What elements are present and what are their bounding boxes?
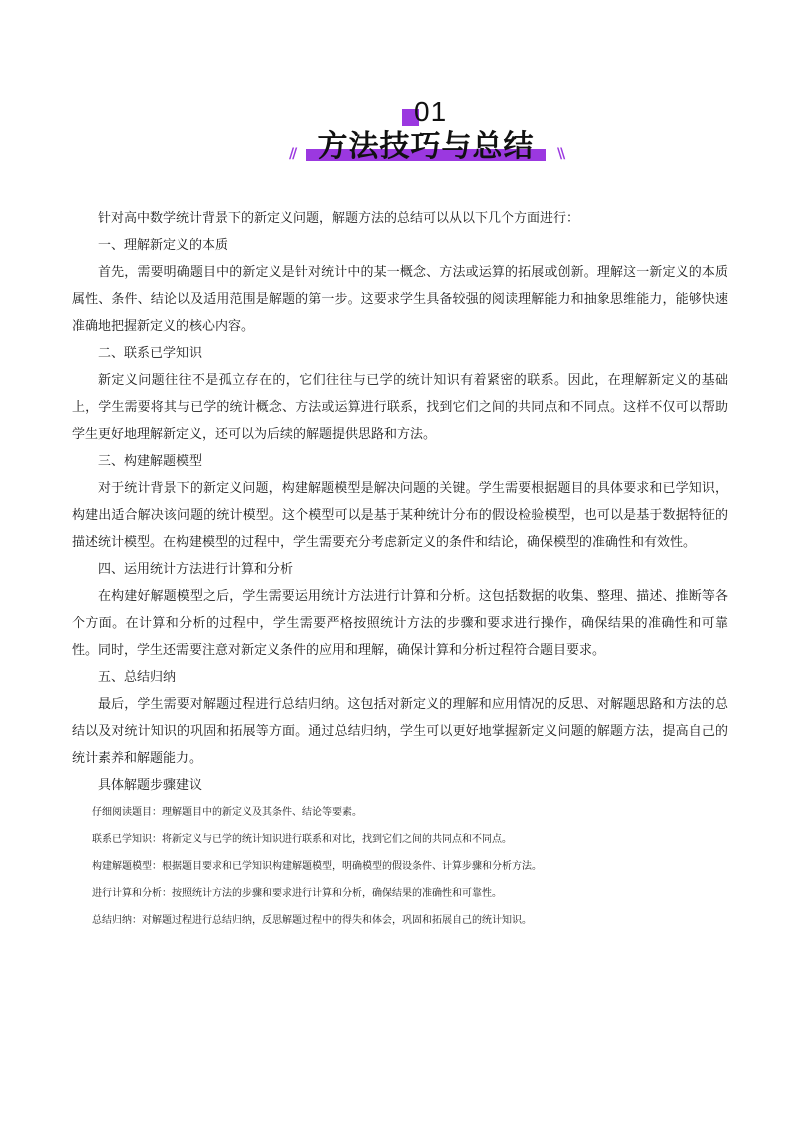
document-body <box>72 205 728 934</box>
section-number-block <box>402 96 452 128</box>
section-title-block <box>306 130 546 166</box>
section-paragraph: 在构建好解题模型之后，学生需要运用统计方法进行计算和分析。这包括数据的收集、整理、描述、推断等各个方面。在计算和分析的过程中，学生需要严格按照统计方法的步骤和要求进行操作，确保结果的准确性和可靠性。同时，学生还需要注意对新定义条件的应用和理解，确保计算和分析过程符合题目要求。 <box>72 589 728 658</box>
step-item: 总结归纳：对解题过程进行总结归纳，反思解题过程中的得失和体会，巩固和拓展自己的统计知识。 <box>92 915 532 926</box>
section-paragraph: 首先，需要明确题目中的新定义是针对统计中的某一概念、方法或运算的拓展或创新。理解这一新定义的本质属性、条件、结论以及适用范围是解题的第一步。这要求学生具备较强的阅读理解能力和抽象思维能力，能够快速准确地把握新定义的核心内容。 <box>72 265 728 334</box>
section-heading: 五、总结归纳 <box>98 670 177 685</box>
step-item: 进行计算和分析：按照统计方法的步骤和要求进行计算和分析，确保结果的准确性和可靠性。 <box>92 888 502 899</box>
steps-heading: 具体解题步骤建议 <box>98 778 203 793</box>
section-heading: 二、联系已学知识 <box>98 346 203 361</box>
step-item: 联系已学知识：将新定义与已学的统计知识进行联系和对比，找到它们之间的共同点和不同点。 <box>92 834 512 845</box>
right-slash-decoration: \\ <box>557 146 564 162</box>
step-item: 构建解题模型：根据题目要求和已学知识构建解题模型，明确模型的假设条件、计算步骤和分析方法。 <box>92 861 542 872</box>
section-paragraph: 最后，学生需要对解题过程进行总结归纳。这包括对新定义的理解和应用情况的反思、对解题思路和方法的总结以及对统计知识的巩固和拓展等方面。通过总结归纳，学生可以更好地掌握新定义问题的解题方法，提高自己的统计素养和解题能力。 <box>72 697 728 766</box>
section-header <box>0 96 794 176</box>
intro-paragraph: 针对高中数学统计背景下的新定义问题，解题方法的总结可以从以下几个方面进行： <box>98 211 580 226</box>
section-heading: 四、运用统计方法进行计算和分析 <box>98 562 294 577</box>
section-number: 01 <box>414 96 448 127</box>
step-item: 仔细阅读题目：理解题目中的新定义及其条件、结论等要素。 <box>92 807 362 818</box>
section-heading: 三、构建解题模型 <box>98 454 203 469</box>
left-slash-decoration: // <box>289 146 296 162</box>
section-heading: 一、理解新定义的本质 <box>98 238 229 253</box>
section-paragraph: 新定义问题往往不是孤立存在的，它们往往与已学的统计知识有着紧密的联系。因此，在理解新定义的基础上，学生需要将其与已学的统计概念、方法或运算进行联系，找到它们之间的共同点和不同点。这样不仅可以帮助学生更好地理解新定义，还可以为后续的解题提供思路和方法。 <box>72 373 728 442</box>
section-paragraph: 对于统计背景下的新定义问题，构建解题模型是解决问题的关键。学生需要根据题目的具体要求和已学知识，构建出适合解决该问题的统计模型。这个模型可以是基于某种统计分布的假设检验模型，也可以是基于数据特征的描述统计模型。在构建模型的过程中，学生需要充分考虑新定义的条件和结论，确保模型的准确性和有效性。 <box>72 481 728 550</box>
section-title: 方法技巧与总结 <box>317 129 535 164</box>
